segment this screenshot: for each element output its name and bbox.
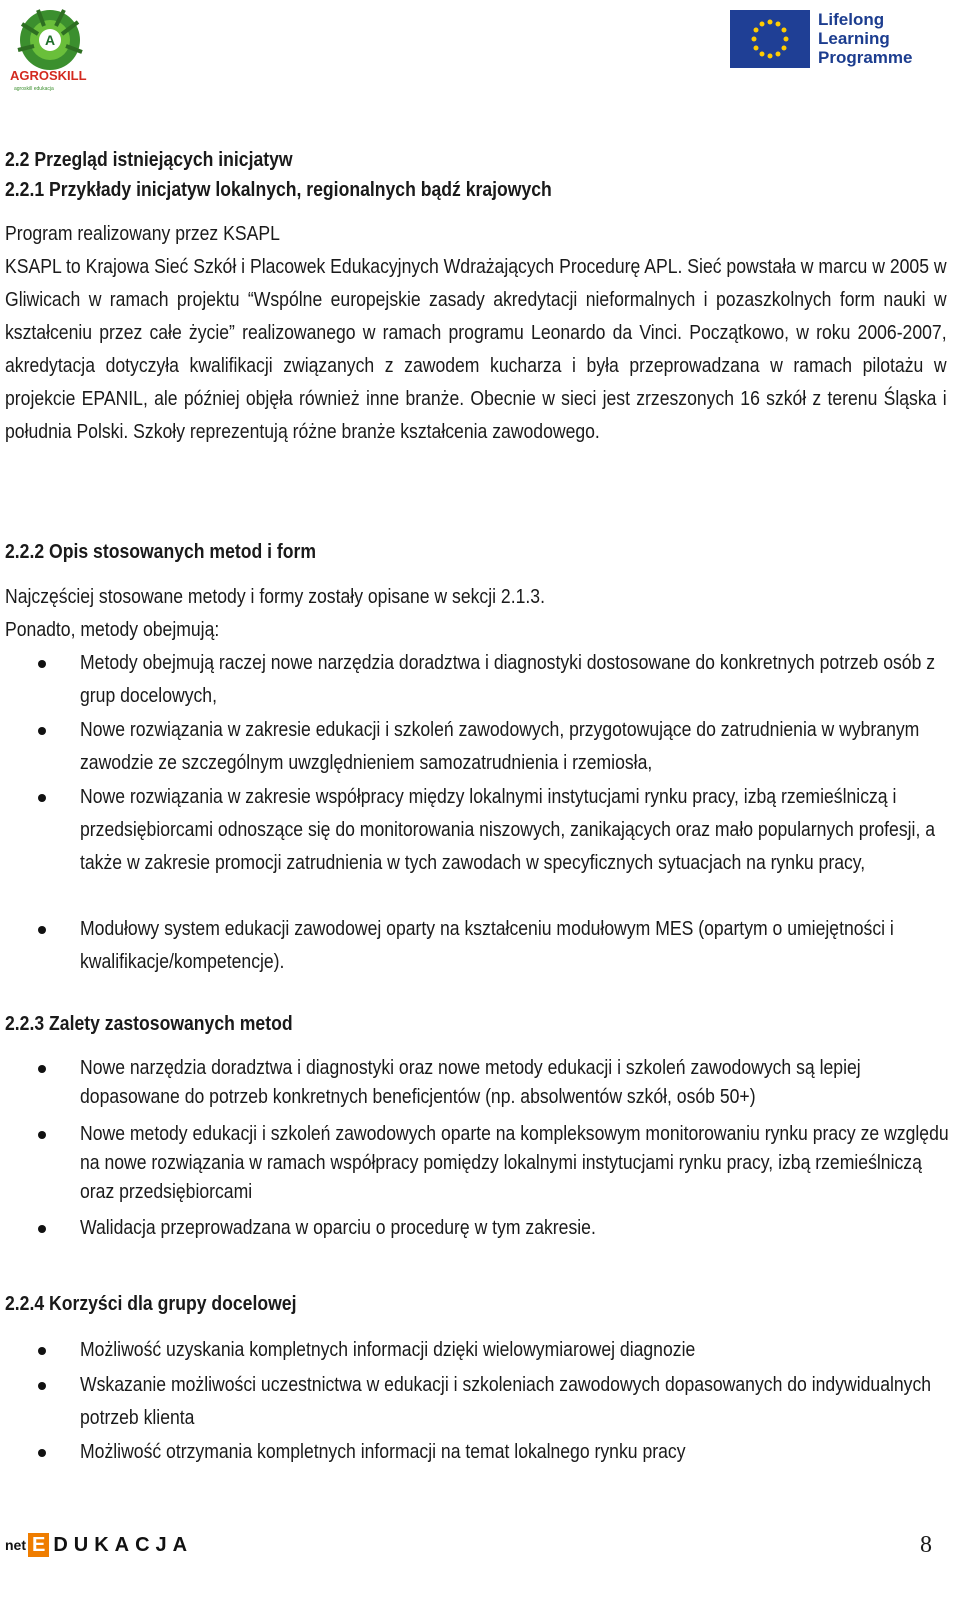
bullet-icon bbox=[38, 1347, 46, 1355]
bullet-icon bbox=[38, 660, 46, 668]
agroskill-logo bbox=[8, 4, 90, 92]
section-heading-2-2-3: 2.2.3 Zalety zastosowanych metod bbox=[5, 1013, 293, 1035]
list-item: Walidacja przeprowadzana w oparciu o procedurę w tym zakresie. bbox=[0, 1214, 960, 1247]
section-heading-2-2: 2.2 Przegląd istniejących inicjatyw bbox=[5, 149, 293, 171]
bullet-icon bbox=[38, 1225, 46, 1233]
methods-intro-line: Najczęściej stosowane metody i formy zostały opisane w sekcji 2.1.3. bbox=[5, 586, 545, 608]
list-item: Nowe metody edukacji i szkoleń zawodowych oparte na kompleksowym monitorowaniu rynku pracy ze względu na nowe rozwiązania w ramach współpracy pomiędzy lokalnymi instytucjami rynku pracy, izbą rzemieślniczą oraz przedsiębiorcami bbox=[0, 1120, 960, 1214]
list-item: Nowe rozwiązania w zakresie współpracy między lokalnymi instytucjami rynku pracy, izbą rzemieślniczą i przedsiębiorcami odnoszące się do monitorowania niszowych, zanikających oraz mało popularnych profesji, a także w zakresie promocji zatrudnienia w tych zawodach w specyficznych sytuacjach na rynku pracy, bbox=[0, 781, 960, 913]
list-item: Metody obejmują raczej nowe narzędzia doradztwa i diagnostyki dostosowane do konkretnych potrzeb osób z grup docelowych, bbox=[0, 647, 960, 714]
list-item: Nowe rozwiązania w zakresie edukacji i szkoleń zawodowych, przygotowujące do zatrudnienia w wybranym zawodzie ze szczególnym uwzględnieniem samozatrudnienia i rzemiosła, bbox=[0, 714, 960, 781]
list-item: Możliwość uzyskania kompletnych informacji dzięki wielowymiarowej diagnozie bbox=[0, 1334, 960, 1369]
section-heading-2-2-4: 2.2.4 Korzyści dla grupy docelowej bbox=[5, 1293, 297, 1315]
list-item: Nowe narzędzia doradztwa i diagnostyki oraz nowe metody edukacji i szkoleń zawodowych są lepiej dopasowane do potrzeb konkretnych beneficjentów (np. absolwentów szkół, osób 50+) bbox=[0, 1054, 960, 1120]
ksapl-paragraph: KSAPL to Krajowa Sieć Szkół i Placowek Edukacyjnych Wdrażających Procedurę APL. Sieć powstała w marcu w 2005 w Gliwicach w ramach projektu “Wspólne europejskie zasady akredytacji nieformalnych i pozaszkolnych form nauki w kształceniu przez całe życie” realizowanego w ramach programu Leonardo da Vinci. Początkowo, w roku 2006-2007, akredytacja dotyczyła kwalifikacji związanych z zawodem kucharza i była przeprowadzana w ramach pilotażu w projekcie EPANIL, ale później objęła również inne branże. Obecnie w sieci jest zrzeszonych 16 szkół z terenu Śląska i południa Polski. Szkoły reprezentują różne branże kształcenia zawodowego. bbox=[5, 256, 947, 443]
benefits-list bbox=[0, 1334, 960, 1469]
lifelong-learning-logo bbox=[730, 10, 930, 68]
bullet-icon bbox=[38, 794, 46, 802]
svg-text:AGROSKILL: AGROSKILL bbox=[10, 68, 87, 83]
eu-flag-icon bbox=[730, 10, 810, 68]
advantages-list bbox=[0, 1054, 960, 1247]
bullet-icon bbox=[38, 727, 46, 735]
section-heading-2-2-2: 2.2.2 Opis stosowanych metod i form bbox=[5, 541, 317, 563]
svg-text:agroskill edukacja: agroskill edukacja bbox=[14, 86, 54, 92]
bullet-icon bbox=[38, 1382, 46, 1390]
list-item: Wskazanie możliwości uczestnictwa w edukacji i szkoleniach zawodowych dopasowanych do indywidualnych potrzeb klienta bbox=[0, 1369, 960, 1436]
methods-list bbox=[0, 647, 960, 979]
page-number: 8 bbox=[920, 1532, 932, 1558]
section-heading-2-2-1: 2.2.1 Przykłady inicjatyw lokalnych, regionalnych bądź krajowych bbox=[5, 179, 552, 201]
intro-line: Program realizowany przez KSAPL bbox=[5, 223, 280, 245]
netedukacja-logo: net E DUKACJA bbox=[5, 1533, 194, 1556]
list-item: Modułowy system edukacji zawodowej oparty na kształceniu modułowym MES (opartym o umiejętności i kwalifikacje/kompetencje). bbox=[0, 913, 960, 979]
lifelong-learning-text: Lifelong Learning Programme bbox=[818, 10, 913, 67]
agroskill-leaf-icon bbox=[8, 4, 90, 92]
methods-intro-line-2: Ponadto, metody obejmują: bbox=[5, 619, 220, 641]
bullet-icon bbox=[38, 1449, 46, 1457]
svg-text:A: A bbox=[45, 32, 56, 48]
bullet-icon bbox=[38, 1065, 46, 1073]
list-item: Możliwość otrzymania kompletnych informacji na temat lokalnego rynku pracy bbox=[0, 1436, 960, 1469]
bullet-icon bbox=[38, 926, 46, 934]
bullet-icon bbox=[38, 1131, 46, 1139]
